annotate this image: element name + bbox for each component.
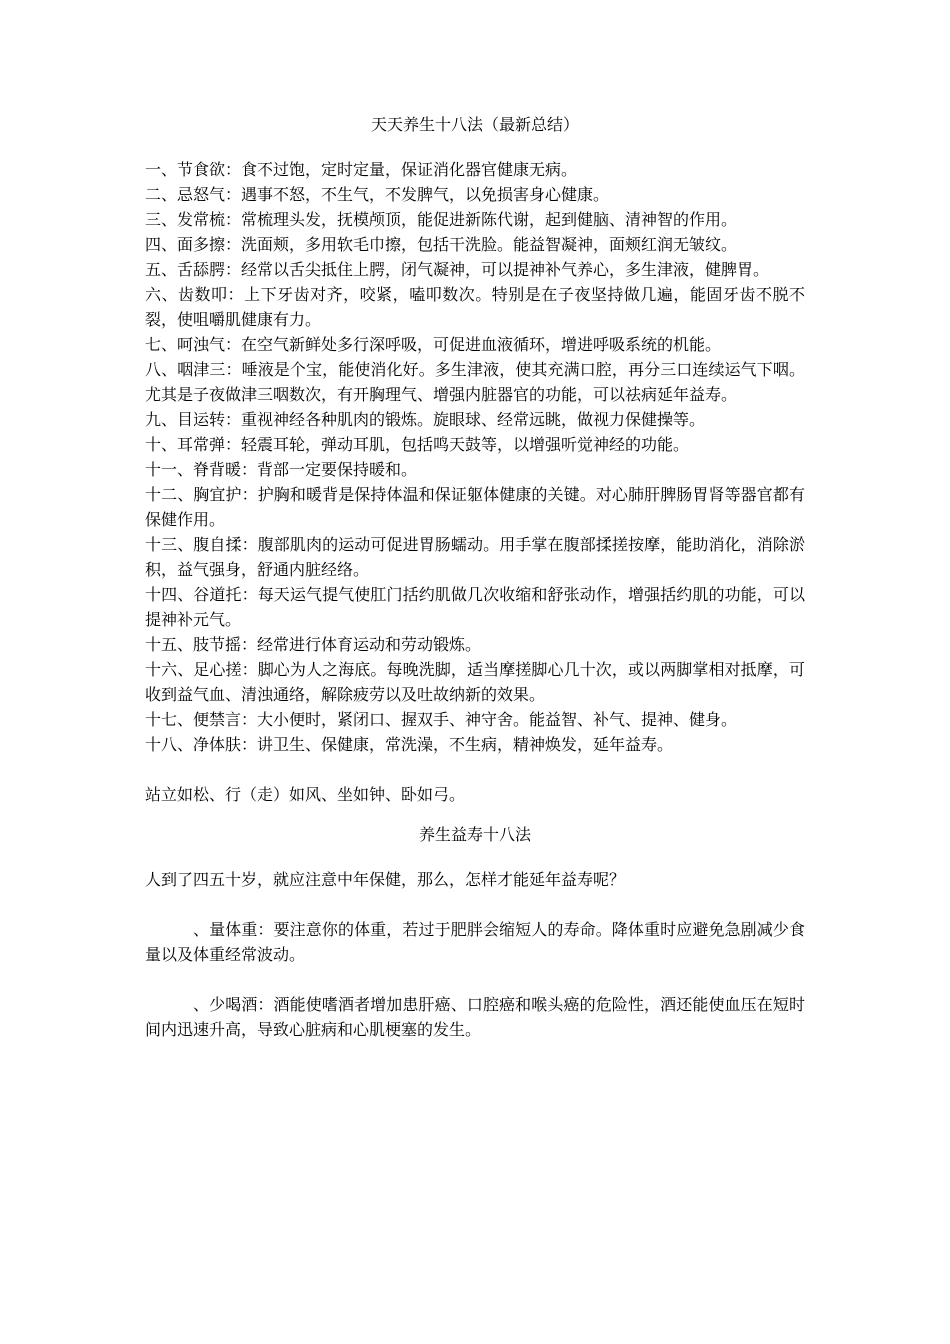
section-title: 养生益寿十八法 xyxy=(418,825,531,844)
document-title: 天天养生十八法（最新总结） xyxy=(370,115,579,134)
item-paragraph-2: 、少喝酒：酒能使嗜酒者增加患肝癌、口腔癌和喉头癌的危险性，酒还能使血压在短时间内迅速升高，导致心脏病和心肌梗塞的发生。 xyxy=(145,995,805,1039)
rule-item-13: 十三、腹自揉：腹部肌肉的运动可促进胃肠蠕动。用手掌在腹部揉搓按摩，能助消化，消除淤积，益气强身，舒通内脏经络。 xyxy=(145,535,805,579)
rule-item-7: 七、呵浊气：在空气新鲜处多行深呼吸，可促进血液循环，增进呼吸系统的机能。 xyxy=(145,335,722,354)
item-paragraph-1: 、量体重：要注意你的体重，若过于肥胖会缩短人的寿命。降体重时应避免急剧减少食量以及体重经常波动。 xyxy=(145,920,805,964)
rule-item-16: 十六、足心搓：脚心为人之海底。每晚洗脚，适当摩搓脚心几十次，或以两脚掌相对抵摩，可收到益气血、清浊通络，解除疲劳以及吐故纳新的效果。 xyxy=(145,660,805,704)
rule-item-11: 十一、脊背暖：背部一定要保持暖和。 xyxy=(145,460,418,479)
rule-item-6: 六、齿数叩：上下牙齿对齐，咬紧，嗑叩数次。特别是在子夜坚持做几遍，能固牙齿不脱不裂，使咀嚼肌健康有力。 xyxy=(145,285,805,329)
intro-paragraph: 人到了四五十岁，就应注意中年保健，那么，怎样才能延年益寿呢？ xyxy=(145,870,626,889)
rule-item-10: 十、耳常弹：轻震耳轮，弹动耳肌，包括鸣天鼓等，以增强听觉神经的功能。 xyxy=(145,435,690,454)
motto-line: 站立如松、行（走）如风、坐如钟、卧如弓。 xyxy=(145,785,466,804)
rule-item-17: 十七、便禁言：大小便时，紧闭口、握双手、神守舍。能益智、补气、提神、健身。 xyxy=(145,710,738,729)
rule-item-1: 一、节食欲：食不过饱，定时定量，保证消化器官健康无病。 xyxy=(145,160,578,179)
rule-item-3: 三、发常梳：常梳理头发，抚模颅顶，能促进新陈代谢，起到健脑、清神智的作用。 xyxy=(145,210,738,229)
rule-item-14: 十四、谷道托：每天运气提气使肛门括约肌做几次收缩和舒张动作，增强括约肌的功能，可以提神补元气。 xyxy=(145,585,805,629)
rule-item-2: 二、忌怒气：遇事不怒，不生气，不发脾气，以免损害身心健康。 xyxy=(145,185,610,204)
rule-item-5: 五、舌舔腭：经常以舌尖抵住上腭，闭气凝神，可以提神补气养心，多生津液，健脾胃。 xyxy=(145,260,770,279)
rules-list xyxy=(145,157,805,757)
rule-item-12: 十二、胸宜护：护胸和暖背是保持体温和保证躯体健康的关键。对心肺肝脾肠胃肾等器官都有保健作用。 xyxy=(145,485,805,529)
rule-item-15: 十五、肢节摇：经常进行体育运动和劳动锻炼。 xyxy=(145,635,482,654)
rule-item-9: 九、目运转：重视神经各种肌肉的锻炼。旋眼球、经常远眺，做视力保健操等。 xyxy=(145,410,706,429)
rule-item-8: 八、咽津三：唾液是个宝，能使消化好。多生津液，使其充满口腔，再分三口连续运气下咽。尤其是子夜做津三咽数次，有开胸理气、增强内脏器官的功能，可以祛病延年益寿。 xyxy=(145,360,805,404)
rule-item-4: 四、面多擦：洗面颊，多用软毛巾擦，包括干洗脸。能益智凝神，面颊红润无皱纹。 xyxy=(145,235,738,254)
rule-item-18: 十八、净体肤：讲卫生、保健康，常洗澡，不生病，精神焕发，延年益寿。 xyxy=(145,735,674,754)
